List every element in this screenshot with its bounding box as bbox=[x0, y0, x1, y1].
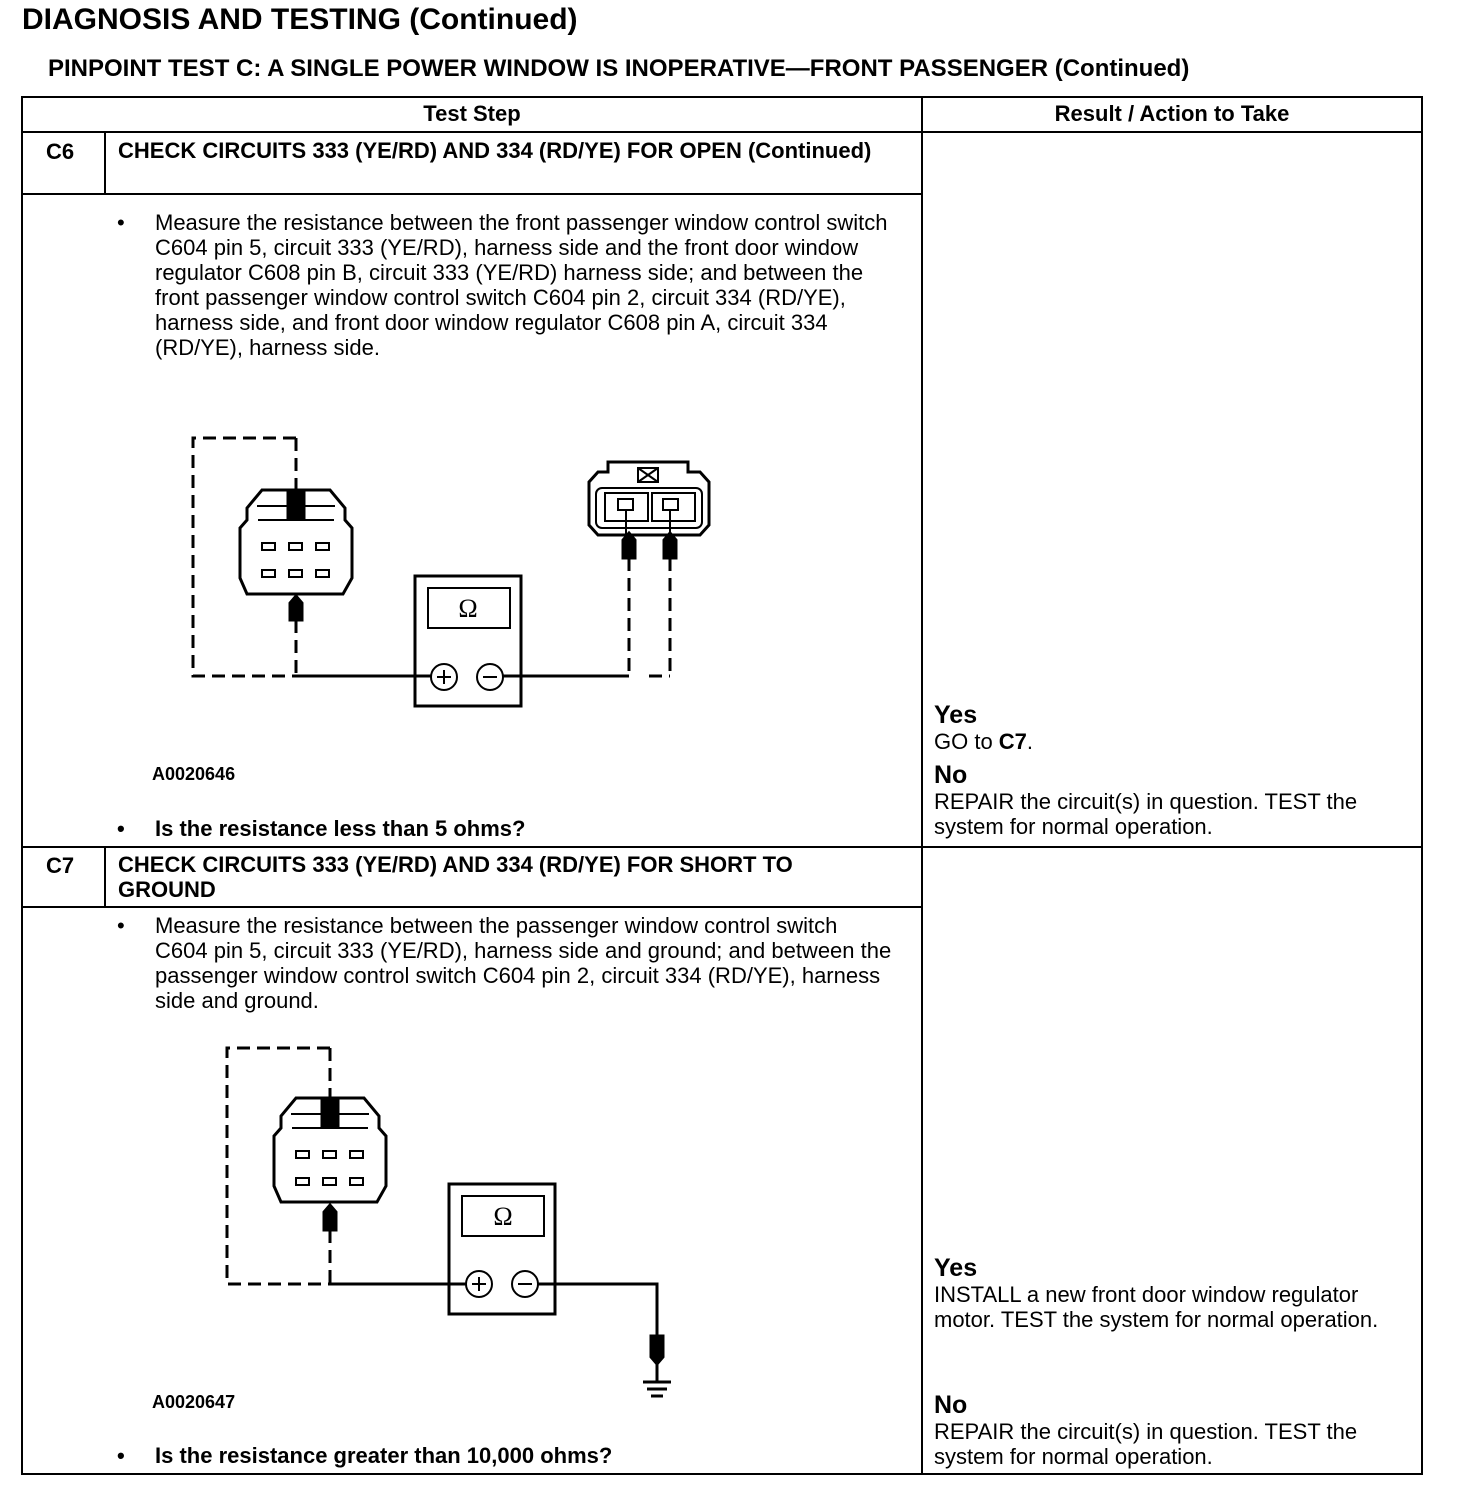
section-title: PINPOINT TEST C: A SINGLE POWER WINDOW IS INOPERATIVE—FRONT PASSENGER (Continued) bbox=[48, 55, 1190, 82]
instruction-text: Measure the resistance between the front passenger window control switch C604 pin 5, circuit 333 (YE/RD), harness side and the front door window regulator C608 pin B, circuit 333 (YE/RD) harness side; and between the front passenger window control switch C604 pin 2, circuit 334 (RD/YE), harness side, and front door window regulator C608 pin A, circuit 334 (RD/YE), harness side. bbox=[155, 210, 888, 360]
yes-action: INSTALL a new front door window regulator motor. TEST the system for normal operation. bbox=[934, 1282, 1379, 1332]
column-header-result: Result / Action to Take bbox=[1054, 101, 1290, 126]
page-title: DIAGNOSIS AND TESTING (Continued) bbox=[22, 3, 578, 36]
yes-label: Yes bbox=[934, 701, 978, 729]
bullet-glyph: • bbox=[117, 210, 125, 235]
ohm-symbol: Ω bbox=[493, 1202, 513, 1231]
result-block bbox=[934, 1255, 1404, 1332]
figure-id: A0020647 bbox=[152, 1392, 236, 1412]
step-title: CHECK CIRCUITS 333 (YE/RD) AND 334 (RD/YE) FOR SHORT TO GROUND bbox=[118, 852, 793, 902]
ohm-symbol: Ω bbox=[458, 594, 478, 623]
step-question bbox=[117, 1443, 613, 1469]
yes-action-suffix: . bbox=[1026, 729, 1034, 754]
yes-label: Yes bbox=[934, 1254, 978, 1282]
bullet-glyph: • bbox=[117, 816, 125, 841]
no-label: No bbox=[934, 761, 968, 789]
yes-action-link[interactable]: C7 bbox=[998, 729, 1027, 754]
figure-id: A0020646 bbox=[152, 764, 236, 784]
bullet-glyph: • bbox=[117, 1443, 125, 1468]
yes-action-text: GO to bbox=[934, 729, 999, 754]
no-label: No bbox=[934, 1391, 968, 1419]
step-title: CHECK CIRCUITS 333 (YE/RD) AND 334 (RD/YE) FOR OPEN (Continued) bbox=[118, 138, 872, 163]
bullet-glyph: • bbox=[117, 913, 125, 938]
instruction-text: Measure the resistance between the passenger window control switch C604 pin 5, circuit 333 (YE/RD), harness side and ground; and between the passenger window control switch C604 pin 2, circuit 334 (RD/YE), harness side and ground. bbox=[155, 913, 892, 1013]
column-header-test-step: Test Step bbox=[423, 101, 521, 126]
step-number: C7 bbox=[46, 853, 75, 878]
question-text: Is the resistance greater than 10,000 ohms? bbox=[155, 1443, 613, 1468]
no-action: REPAIR the circuit(s) in question. TEST the system for normal operation. bbox=[934, 1419, 1358, 1469]
step-number: C6 bbox=[46, 139, 75, 164]
no-action: REPAIR the circuit(s) in question. TEST the system for normal operation. bbox=[934, 789, 1358, 839]
result-block bbox=[934, 1392, 1404, 1469]
question-text: Is the resistance less than 5 ohms? bbox=[155, 816, 526, 841]
